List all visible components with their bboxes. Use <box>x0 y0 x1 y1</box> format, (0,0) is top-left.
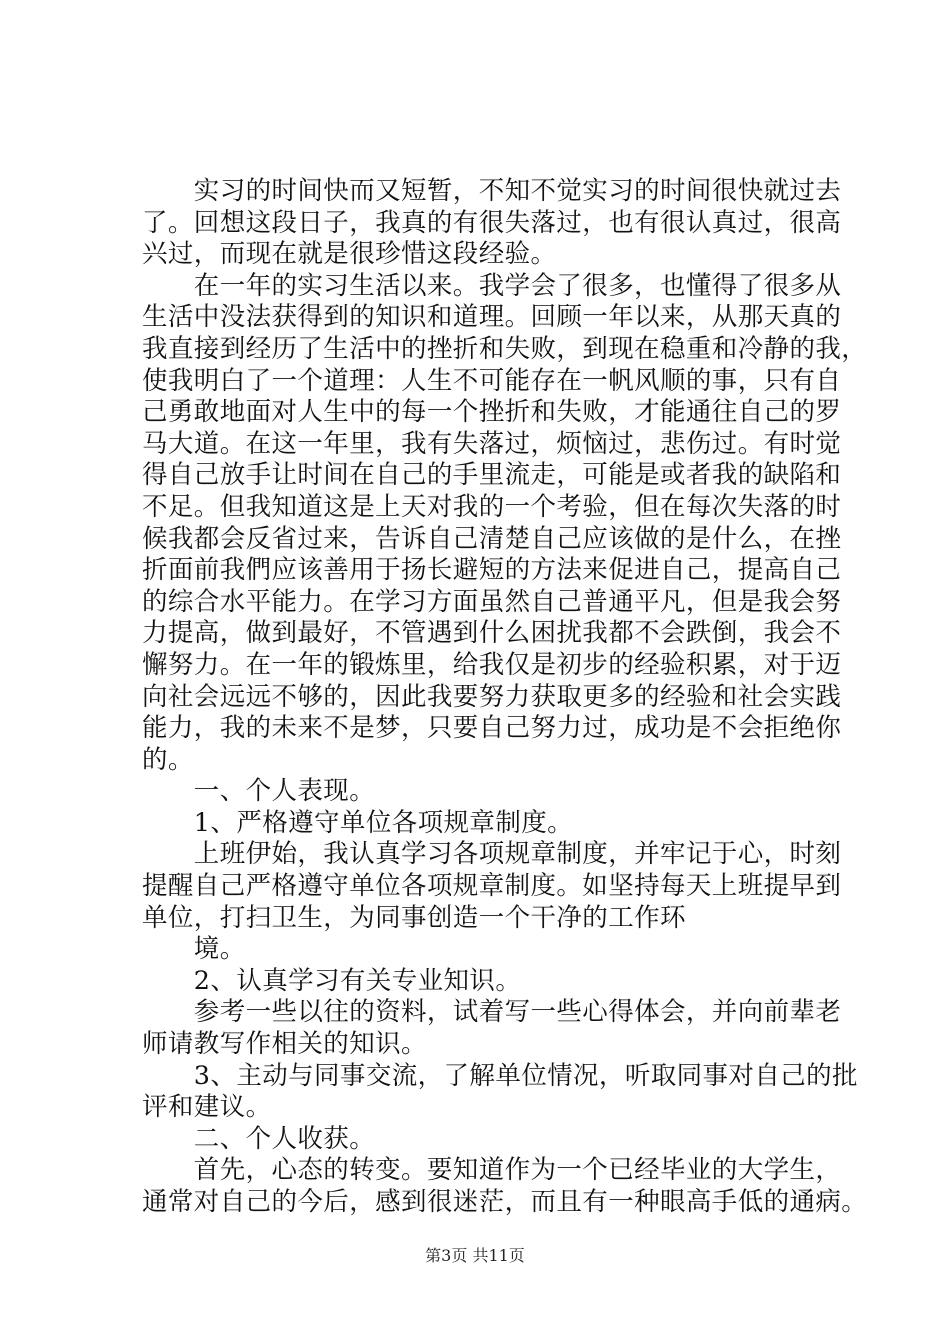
text-line: 一、个人表现。 <box>142 776 376 807</box>
text-line: 二、个人收获。 <box>142 1123 376 1154</box>
text-line: 生活中没法获得到的知识和道理。回顾一年以来，从那天真的 <box>142 302 842 333</box>
text-line: 力提高，做到最好，不管遇到什么困扰我都不会跌倒，我会不 <box>142 618 842 649</box>
text-line: 了。回想这段日子，我真的有很失落过，也有很认真过，很高 <box>142 207 842 238</box>
text-line: 我直接到经历了生活中的挫折和失败，到现在稳重和冷静的我， <box>142 333 868 364</box>
page-footer: 第3页 共11页 <box>425 1246 525 1265</box>
text-line: 单位，打扫卫生，为同事创造一个干净的工作环 <box>142 902 686 933</box>
text-line: 提醒自己严格遵守单位各项规章制度。如坚持每天上班提早到 <box>142 871 842 902</box>
text-line: 己勇敢地面对人生中的每一个挫折和失败，才能通往自己的罗 <box>142 397 842 428</box>
text-line: 兴过，而现在就是很珍惜这段经验。 <box>142 239 557 270</box>
text-line: 折面前我們应该善用于扬长避短的方法来促进自己，提高自己 <box>142 555 842 586</box>
text-line: 向社会远远不够的，因此我要努力获取更多的经验和社会实践 <box>142 681 842 712</box>
text-line: 参考一些以往的资料，试着写一些心得体会，并向前辈老 <box>142 997 842 1028</box>
text-line: 使我明白了一个道理：人生不可能存在一帆风顺的事，只有自 <box>142 365 842 396</box>
text-line: 1、严格遵守单位各项规章制度。 <box>142 807 574 838</box>
text-line: 的综合水平能力。在学习方面虽然自己普通平凡，但是我会努 <box>142 586 842 617</box>
text-line: 上班伊始，我认真学习各项规章制度，并牢记于心，时刻 <box>142 839 842 870</box>
text-line: 评和建议。 <box>142 1092 272 1123</box>
text-line: 师请教写作相关的知识。 <box>142 1029 427 1060</box>
text-line: 不足。但我知道这是上天对我的一个考验，但在每次失落的时 <box>142 491 842 522</box>
text-line: 能力，我的未来不是梦，只要自己努力过，成功是不会拒绝你 <box>142 713 842 744</box>
text-line: 通常对自己的今后，感到很迷茫，而且有一种眼高手低的通病。 <box>142 1187 868 1217</box>
text-line: 实习的时间快而又短暂，不知不觉实习的时间很快就过去 <box>142 176 842 206</box>
body-text <box>142 176 868 1219</box>
text-line: 马大道。在这一年里，我有失落过，烦恼过，悲伤过。有时觉 <box>142 428 842 459</box>
text-line: 在一年的实习生活以来。我学会了很多，也懂得了很多从 <box>142 270 842 301</box>
text-line: 首先，心态的转变。要知道作为一个已经毕业的大学生， <box>142 1155 842 1186</box>
text-line: 2、认真学习有关专业知识。 <box>142 965 522 996</box>
text-line: 候我都会反省过来，告诉自己清楚自己应该做的是什么，在挫 <box>142 523 842 554</box>
text-line: 得自己放手让时间在自己的手里流走，可能是或者我的缺陷和 <box>142 460 842 491</box>
text-line: 3、主动与同事交流，了解单位情况，听取同事对自己的批 <box>142 1060 858 1091</box>
text-line: 懈努力。在一年的锻炼里，给我仅是初步的经验积累，对于迈 <box>142 649 842 680</box>
text-line: 的。 <box>142 744 194 775</box>
text-line: 境。 <box>142 934 246 965</box>
